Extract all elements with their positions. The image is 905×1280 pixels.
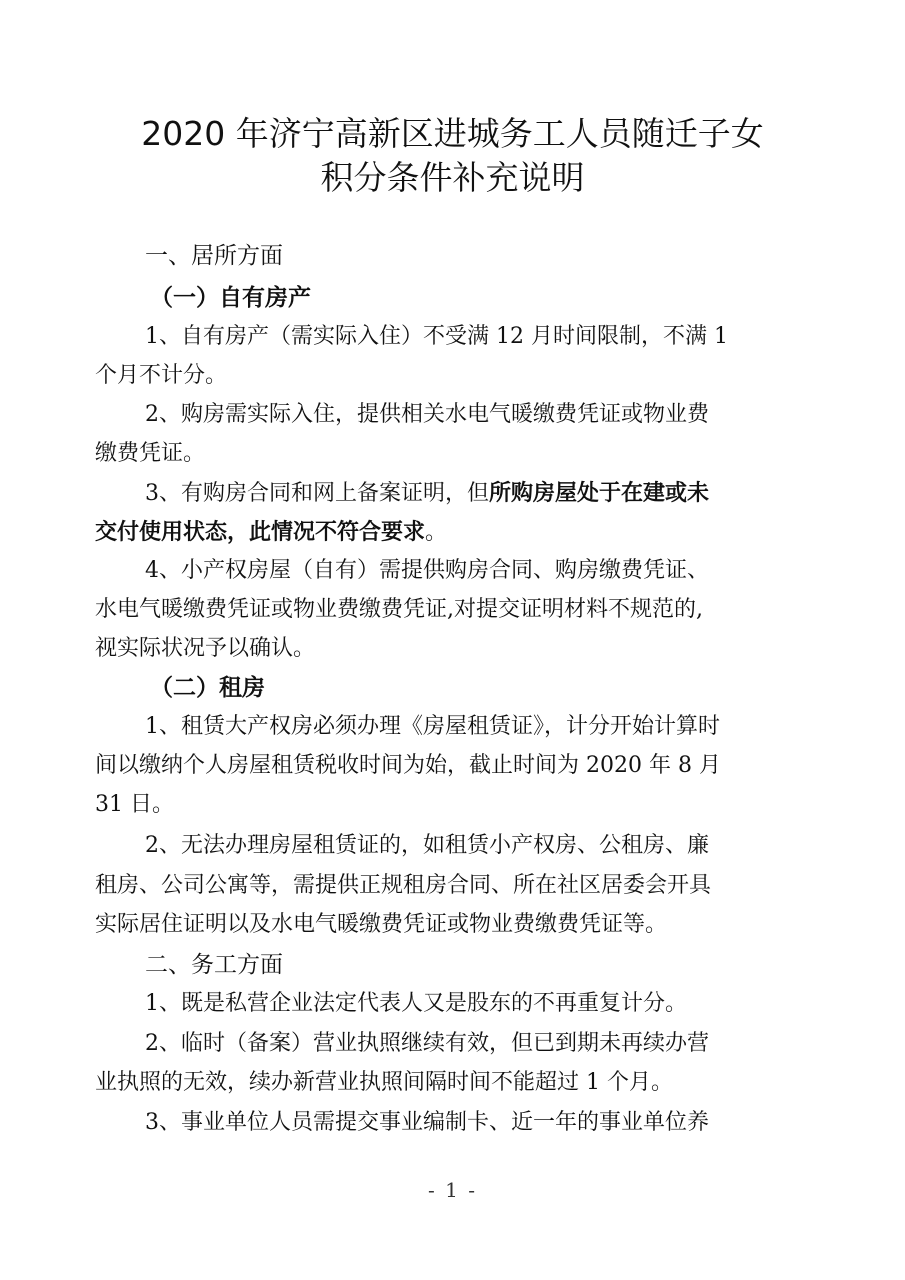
paragraph-line: 2、无法办理房屋租赁证的，如租赁小产权房、公租房、廉 [145,833,709,858]
paragraph-line: 实际居住证明以及水电气暖缴费凭证或物业费缴费凭证等。 [95,912,668,937]
paragraph-line: 2、临时（备案）营业执照继续有效，但已到期未再续办营 [145,1031,709,1056]
paragraph-line: 业执照的无效，续办新营业执照间隔时间不能超过 1 个月。 [95,1070,673,1095]
section-2-heading: 二、务工方面 [145,952,283,978]
paragraph-line: 个月不计分。 [95,363,228,388]
document-title-line-1: 2020 年济宁高新区进城务工人员随迁子女 [141,114,764,153]
subsection-1-heading: （一）自有房产 [150,285,311,311]
paragraph-text: 3、有购房合同和网上备案证明，但 [145,481,489,506]
paragraph-line: 2、购房需实际入住，提供相关水电气暖缴费凭证或物业费 [145,402,709,427]
subsection-2-heading: （二）租房 [150,675,265,701]
paragraph-line: 1、自有房产（需实际入住）不受满 12 月时间限制，不满 1 [145,324,728,349]
paragraph-line [95,517,447,548]
document-title-line-2: 积分条件补充说明 [320,158,585,197]
emphasized-text: 所购房屋处于在建或未 [489,480,710,506]
paragraph-line: 水电气暖缴费凭证或物业费缴费凭证,对提交证明材料不规范的, [95,597,703,622]
paragraph-line: 租房、公司公寓等，需提供正规租房合同、所在社区居委会开具 [95,873,712,898]
paragraph-line: 缴费凭证。 [95,441,206,466]
paragraph-line: 视实际状况予以确认。 [95,636,316,661]
paragraph-line: 1、既是私营企业法定代表人又是股东的不再重复计分。 [145,991,687,1016]
paragraph-line: 1、租赁大产权房必须办理《房屋租赁证》，计分开始计算时 [145,714,720,739]
paragraph-line: 31 日。 [95,792,174,817]
page-number: - 1 - [428,1178,477,1202]
paragraph-line: 间以缴纳个人房屋租赁税收时间为始，截止时间为 2020 年 8 月 [95,753,721,778]
section-1-heading: 一、居所方面 [145,243,283,269]
paragraph-line: 3、事业单位人员需提交事业编制卡、近一年的事业单位养 [145,1110,709,1135]
paragraph-text: 。 [425,520,448,545]
paragraph-line: 4、小产权房屋（自有）需提供购房合同、购房缴费凭证、 [145,558,709,583]
paragraph-line [145,478,709,509]
emphasized-text: 交付使用状态，此情况不符合要求 [95,519,426,545]
